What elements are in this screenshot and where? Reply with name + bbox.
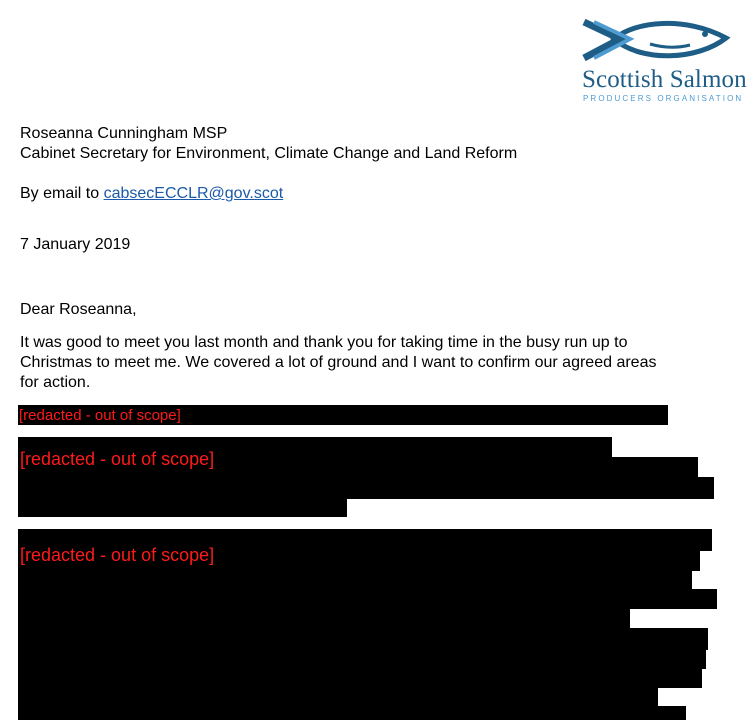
body-line-3: for action. [20,374,91,391]
logo-subtitle: PRODUCERS ORGANISATION [583,94,744,103]
body-line-2: Christmas to meet me. We covered a lot of ground and I want to confirm our agreed areas [20,354,657,371]
redaction-label-1: [redacted - out of scope] [19,407,181,424]
logo-name: Scottish Salmon [582,66,747,93]
redaction-label-3: [redacted - out of scope] [20,545,215,565]
redaction-bar [18,477,714,499]
email-link[interactable]: cabsecECCLR@gov.scot [103,185,284,202]
email-line [20,184,283,204]
redaction-bar [18,569,692,591]
redaction-bar [18,686,658,708]
redaction-bar [18,497,347,517]
redaction-bar [18,667,702,688]
body-line-1: It was good to meet you last month and thank you for taking time in the busy run up to [20,334,628,351]
redaction-bar [18,607,630,630]
redaction-label-2: [redacted - out of scope] [20,449,215,469]
recipient-title: Cabinet Secretary for Environment, Climate Change and Land Reform [20,145,518,162]
redaction-bar [18,648,706,669]
salutation: Dear Roseanna, [20,301,137,318]
redaction-bar [18,628,708,650]
email-prefix: By email to [20,185,104,202]
letter-date: 7 January 2019 [20,236,131,253]
recipient-name: Roseanna Cunningham MSP [20,125,228,142]
redaction-bar [18,589,717,609]
redaction-bar [18,706,686,720]
